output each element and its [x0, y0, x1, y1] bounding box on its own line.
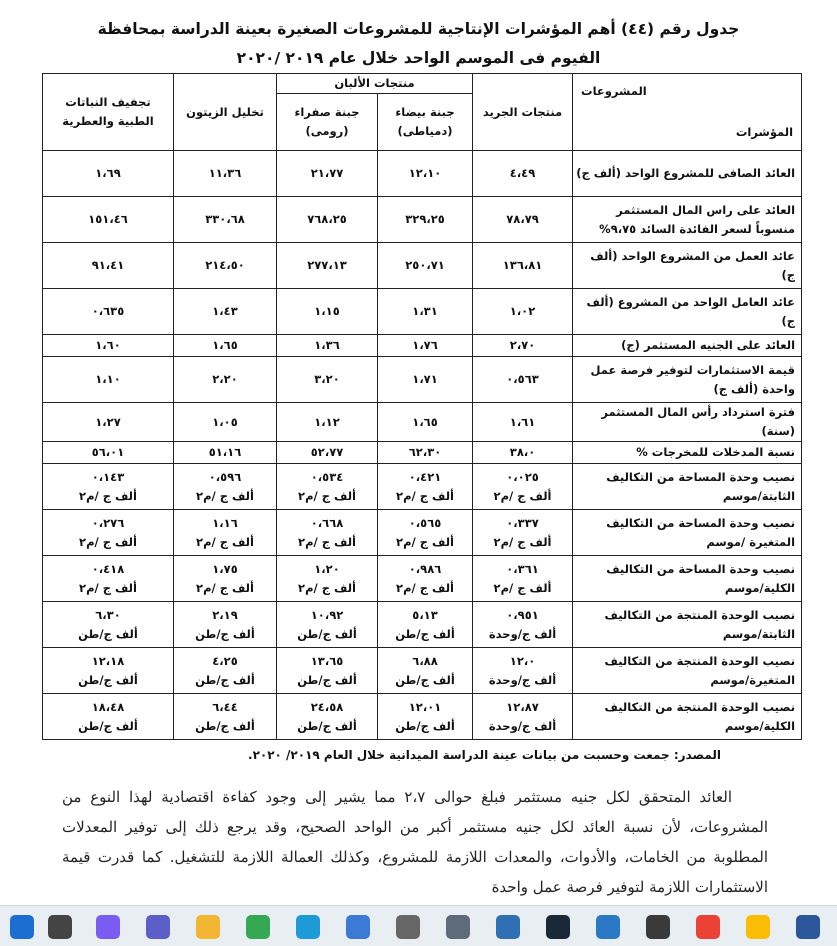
value-number: ٤،٢٥	[212, 653, 238, 668]
value-cell	[43, 464, 174, 510]
value-unit: ألف ج/طن	[297, 672, 357, 687]
value-cell	[43, 357, 174, 403]
table-row	[43, 197, 802, 243]
table-row	[43, 556, 802, 602]
value-unit: ألف ج /م٢	[298, 580, 356, 595]
word-icon[interactable]	[796, 915, 820, 939]
value-cell	[43, 289, 174, 335]
indicator-label: نسبة المدخلات للمخرجات %	[573, 442, 802, 464]
value-number: ١،٣٦	[314, 338, 340, 352]
value-number: ١،٦٥	[412, 414, 438, 429]
value-cell	[378, 694, 473, 740]
value-number: ٠،٦٦٨	[310, 515, 344, 530]
value-number: ١،١٠	[95, 372, 121, 386]
value-number: ٧٦٨،٢٥	[307, 212, 347, 226]
value-cell	[174, 648, 277, 694]
value-unit: ألف ج/طن	[395, 672, 455, 687]
value-unit: ألف ج/طن	[195, 718, 255, 733]
value-cell	[174, 151, 277, 197]
value-cell	[378, 510, 473, 556]
value-number: ٠،٩٥١	[506, 607, 539, 622]
value-unit: ألف ج/طن	[78, 718, 138, 733]
value-cell	[378, 151, 473, 197]
value-number: ١،٧٥	[212, 561, 238, 576]
value-number: ١،٦٥	[212, 338, 238, 352]
value-number: ١٢،٨٧	[506, 699, 539, 714]
value-number: ٢٧٧،١٣	[307, 258, 347, 272]
header-dairy-group: منتجات الألبان	[277, 74, 473, 94]
value-unit: ألف ج/طن	[78, 672, 138, 687]
value-number: ٦،٣٠	[95, 607, 121, 622]
value-number: ١٢،١٠	[408, 166, 442, 180]
value-cell	[378, 357, 473, 403]
value-number: ٠،٣٦١	[506, 561, 539, 576]
table-row	[43, 510, 802, 556]
value-number: ١٢،٠	[509, 653, 536, 668]
value-cell	[473, 197, 573, 243]
value-number: ٦،٤٤	[212, 699, 238, 714]
table-row	[43, 648, 802, 694]
table-row	[43, 403, 802, 442]
value-number: ٣٣٠،٦٨	[205, 212, 245, 226]
value-cell	[473, 694, 573, 740]
value-number: ١،١٢	[314, 414, 340, 429]
steam-icon[interactable]	[546, 915, 570, 939]
value-cell	[277, 464, 378, 510]
value-number: ١،٠٥	[212, 414, 238, 429]
app-b-icon[interactable]	[646, 915, 670, 939]
value-cell	[473, 510, 573, 556]
value-number: ١٠،٩٢	[310, 607, 344, 622]
value-cell	[277, 151, 378, 197]
value-number: ٢١،٧٧	[310, 166, 344, 180]
header-herbs: تجفيف النباتات الطبية والعطرية	[43, 74, 174, 151]
value-number: ٦٢،٣٠	[408, 445, 442, 459]
value-number: ١٢،١٨	[91, 653, 125, 668]
value-cell	[473, 289, 573, 335]
value-unit: ألف ج/طن	[195, 672, 255, 687]
value-cell	[174, 335, 277, 357]
value-number: ١،١٦	[212, 515, 238, 530]
value-cell	[43, 335, 174, 357]
value-cell	[378, 197, 473, 243]
value-unit: ألف ج /م٢	[196, 488, 254, 503]
table-row	[43, 289, 802, 335]
indicator-label: العائد على الجنيه المستثمر (ج)	[573, 335, 802, 357]
table-row	[43, 442, 802, 464]
table-title-line-2: الفيوم فى الموسم الواحد خلال عام ٢٠١٩ /٢٠٢٠	[236, 49, 601, 67]
indicator-label: نصيب وحدة المساحة من التكاليف الثابتة/موسم	[573, 464, 802, 510]
value-cell	[378, 403, 473, 442]
value-cell	[473, 556, 573, 602]
value-cell	[378, 442, 473, 464]
value-number: ١،١٥	[314, 304, 340, 318]
paragraph-text: العائد المتحقق لكل جنيه مستثمر فبلغ حوالى ٢،٧ مما يشير إلى وجود كفاءة اقتصادية لهذا النوع من المشروعات، لأن نسبة العائد لكل جنيه مستثمر أكبر من الواحد الصحيح، وقد يرجع ذلك إلى توفير المعدلات المطلوبة من الخامات، والأدوات، والمعدات اللازمة للمشروع، وكذلك العمالة اللازمة للتشغيل. كما قدرت قيمة الاستثمارات اللازمة لتوفير فرصة عمل واحدة	[62, 788, 768, 896]
indicator-label: نصيب وحدة المساحة من التكاليف الكلية/موسم	[573, 556, 802, 602]
value-number: ٠،٤٢١	[408, 469, 442, 484]
value-unit: ألف ج /م٢	[493, 534, 552, 549]
value-cell	[174, 403, 277, 442]
indicator-label: العائد على راس المال المستثمر منسوباً لسعر الفائدة السائد ٩،٧٥%	[573, 197, 802, 243]
value-number: ٠،٠٢٥	[506, 469, 539, 484]
table-row	[43, 694, 802, 740]
table-row	[43, 357, 802, 403]
file-explorer-icon[interactable]	[196, 915, 220, 939]
value-unit: ألف ج/طن	[395, 626, 455, 641]
value-number: ٥٦،٠١	[91, 445, 125, 459]
value-cell	[473, 357, 573, 403]
value-cell	[378, 556, 473, 602]
value-cell	[473, 648, 573, 694]
home-icon[interactable]	[396, 915, 420, 939]
value-number: ١٣،٦٥	[310, 653, 344, 668]
value-cell	[43, 243, 174, 289]
value-cell	[43, 556, 174, 602]
store-icon[interactable]	[346, 915, 370, 939]
value-unit: ألف ج /م٢	[79, 534, 137, 549]
indicator-label: العائد الصافى للمشروع الواحد (ألف ج)	[573, 151, 802, 197]
value-cell	[378, 648, 473, 694]
value-number: ٠،٥٩٦	[208, 469, 242, 484]
value-cell	[277, 556, 378, 602]
value-unit: ألف ج/طن	[297, 626, 357, 641]
value-number: ٢١٤،٥٠	[205, 258, 245, 272]
value-cell	[277, 510, 378, 556]
value-unit: ألف ج/طن	[195, 626, 255, 641]
value-cell	[174, 464, 277, 510]
value-cell	[378, 335, 473, 357]
value-number: ٠،٩٨٦	[408, 561, 442, 576]
value-number: ٥٢،٧٧	[310, 445, 344, 459]
value-unit: ألف ج /م٢	[298, 534, 356, 549]
chrome-icon[interactable]	[246, 915, 270, 939]
value-number: ٣٢٩،٢٥	[405, 212, 445, 226]
table-row	[43, 464, 802, 510]
header-white-cheese: جبنة بيضاء (دمياطى)	[378, 94, 473, 151]
value-number: ١،٧٦	[412, 338, 438, 352]
value-cell	[473, 442, 573, 464]
value-number: ٧٨،٧٩	[506, 212, 539, 226]
value-cell	[43, 602, 174, 648]
value-number: ٤،٤٩	[509, 166, 536, 180]
value-number: ٠،١٤٣	[91, 469, 125, 484]
value-cell	[174, 357, 277, 403]
value-cell	[174, 556, 277, 602]
value-number: ٠،٢٧٦	[91, 515, 125, 530]
value-cell	[174, 510, 277, 556]
value-number: ١،٠٢	[509, 304, 536, 318]
indicator-label: فترة استرداد رأس المال المستثمر (سنة)	[573, 403, 802, 442]
value-unit: ألف ج/وحدة	[488, 718, 557, 733]
indicator-label: عائد العمل من المشروع الواحد (ألف ج)	[573, 243, 802, 289]
value-number: ١،٢٠	[314, 561, 340, 576]
value-number: ٠،٥٦٣	[506, 372, 539, 386]
value-number: ١٥١،٤٦	[88, 212, 128, 226]
value-number: ١١،٣٦	[208, 166, 242, 180]
indicator-label: نصيب الوحدة المنتجة من التكاليف الكلية/موسم	[573, 694, 802, 740]
value-cell	[43, 151, 174, 197]
header-yellow-cheese: جبنة صفراء (رومى)	[277, 94, 378, 151]
header-jareed: منتجات الجريد	[473, 74, 573, 151]
value-unit: ألف ج /م٢	[298, 488, 356, 503]
value-number: ١،٧١	[412, 372, 438, 386]
value-cell	[277, 289, 378, 335]
value-number: ١٢،٠١	[408, 699, 442, 714]
value-cell	[473, 335, 573, 357]
value-cell	[174, 197, 277, 243]
chrome-3-icon[interactable]	[746, 915, 770, 939]
teams-icon[interactable]	[146, 915, 170, 939]
value-unit: ألف ج /م٢	[396, 580, 454, 595]
value-number: ٠،٦٣٥	[91, 304, 125, 318]
value-number: ٢٥٠،٧١	[405, 258, 445, 272]
value-number: ١،٦٠	[95, 338, 121, 352]
header-indicators: المؤشرات	[735, 125, 794, 139]
value-cell	[378, 289, 473, 335]
value-number: ٢،٢٠	[212, 372, 238, 386]
value-cell	[277, 403, 378, 442]
value-number: ٠،٣٣٧	[506, 515, 539, 530]
value-cell	[43, 648, 174, 694]
value-cell	[43, 442, 174, 464]
value-number: ٣٨،٠	[509, 445, 536, 459]
value-unit: ألف ج /م٢	[493, 488, 552, 503]
value-cell	[174, 289, 277, 335]
value-cell	[174, 243, 277, 289]
value-unit: ألف ج/طن	[297, 718, 357, 733]
value-unit: ألف ج/وحدة	[488, 672, 557, 687]
value-unit: ألف ج /م٢	[493, 580, 552, 595]
value-number: ١،٢٧	[95, 414, 121, 429]
table-row	[43, 335, 802, 357]
table-row	[43, 243, 802, 289]
header-olives: تخليل الزيتون	[174, 74, 277, 151]
value-cell	[174, 602, 277, 648]
value-number: ٣،٢٠	[314, 372, 340, 386]
value-number: ٠،٥٣٤	[310, 469, 344, 484]
body-paragraph	[62, 782, 768, 902]
value-cell	[277, 197, 378, 243]
value-number: ١،٦٩	[95, 166, 121, 180]
value-number: ١،٣١	[412, 304, 438, 318]
value-unit: ألف ج /م٢	[396, 488, 454, 503]
value-number: ٩١،٤١	[91, 258, 125, 272]
value-cell	[473, 464, 573, 510]
start-icon[interactable]	[10, 915, 34, 939]
value-unit: ألف ج /م٢	[196, 534, 254, 549]
calculator-icon[interactable]	[446, 915, 470, 939]
value-cell	[378, 243, 473, 289]
value-cell	[43, 197, 174, 243]
table-row	[43, 151, 802, 197]
value-cell	[473, 602, 573, 648]
indicator-label: قيمة الاستثمارات لتوفير فرصة عمل واحدة (ألف ج)	[573, 357, 802, 403]
value-number: ١،٤٣	[212, 304, 238, 318]
value-unit: ألف ج /م٢	[396, 534, 454, 549]
value-cell	[277, 335, 378, 357]
value-cell	[277, 357, 378, 403]
value-number: ٦،٨٨	[412, 653, 438, 668]
value-cell	[473, 151, 573, 197]
value-cell	[473, 403, 573, 442]
value-cell	[174, 694, 277, 740]
value-number: ٢،٧٠	[509, 338, 536, 352]
value-cell	[277, 442, 378, 464]
value-cell	[277, 694, 378, 740]
chrome-2-icon[interactable]	[696, 915, 720, 939]
value-number: ١٣٦،٨١	[502, 258, 543, 272]
edge-icon[interactable]	[296, 915, 320, 939]
value-unit: ألف ج/طن	[78, 626, 138, 641]
value-cell	[378, 464, 473, 510]
value-cell	[43, 694, 174, 740]
indicators-table	[42, 73, 802, 740]
value-cell	[277, 243, 378, 289]
value-number: ٥١،١٦	[208, 445, 242, 459]
value-cell	[473, 243, 573, 289]
indicator-label: نصيب الوحدة المنتجة من التكاليف المتغيرة/موسم	[573, 648, 802, 694]
header-projects: المشروعات	[581, 84, 647, 98]
source-note: المصدر: جمعت وحسبت من بيانات عينة الدراسة الميدانية خلال العام ٢٠١٩/ ٢٠٢٠.	[248, 748, 721, 762]
value-unit: ألف ج /م٢	[79, 580, 137, 595]
value-unit: ألف ج /م٢	[79, 488, 137, 503]
value-number: ٢،١٩	[212, 607, 238, 622]
value-unit: ألف ج/طن	[395, 718, 455, 733]
app-a-icon[interactable]	[496, 915, 520, 939]
value-cell	[43, 510, 174, 556]
value-number: ١٨،٤٨	[91, 699, 125, 714]
value-number: ٥،١٣	[412, 607, 438, 622]
value-number: ٠،٥٦٥	[408, 515, 442, 530]
indicator-label: نصيب الوحدة المنتجة من التكاليف الثابتة/موسم	[573, 602, 802, 648]
value-cell	[277, 602, 378, 648]
value-number: ٠،٤١٨	[91, 561, 125, 576]
value-unit: ألف ج /م٢	[196, 580, 254, 595]
value-cell	[378, 602, 473, 648]
value-number: ١،٦١	[509, 414, 536, 429]
task-view-icon[interactable]	[48, 915, 72, 939]
copilot-icon[interactable]	[96, 915, 120, 939]
table-row	[43, 602, 802, 648]
indicator-label: عائد العامل الواحد من المشروع (ألف ج)	[573, 289, 802, 335]
value-number: ٢٤،٥٨	[310, 699, 344, 714]
value-unit: ألف ج/وحدة	[488, 626, 557, 641]
value-cell	[174, 442, 277, 464]
table-title-line-1: جدول رقم (٤٤) أهم المؤشرات الإنتاجية للمشروعات الصغيرة بعينة الدراسة بمحافظة	[97, 20, 740, 38]
indicator-label: نصيب وحدة المساحة من التكاليف المتغيرة /موسم	[573, 510, 802, 556]
value-cell	[277, 648, 378, 694]
notes-icon[interactable]	[596, 915, 620, 939]
value-cell	[43, 403, 174, 442]
taskbar	[0, 905, 837, 946]
header-corner-cell	[573, 74, 802, 151]
